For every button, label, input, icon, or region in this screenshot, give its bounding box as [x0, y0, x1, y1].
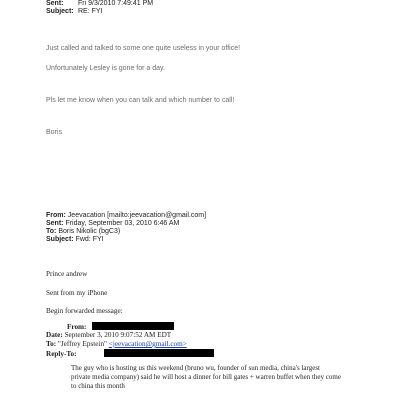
from-value: Jeevacation [mailto:jeevacation@gmail.com] [67, 212, 207, 219]
forwarded-date-row [46, 331, 171, 339]
sent-label: Sent: [46, 0, 64, 7]
to-name: "Jeffrey Epstein" [57, 340, 107, 348]
to-email-link[interactable]: <jeevacation@gmail.com> [108, 340, 187, 348]
email2-body-line: Prince andrew [46, 270, 88, 278]
date-value: September 3, 2010 9:07:52 AM EDT [64, 331, 172, 339]
subject-value: Fwd: FYI [75, 236, 104, 243]
email2-body-line: Sent from my iPhone [46, 289, 108, 297]
forwarded-body: The guy who is hosting us this weekend (bruno wu, founder of sun media, china's largest private media company) said he will host a dinner for bill gates + warren buffet when they come to china this month [71, 364, 341, 390]
sent-value: Friday, September 03, 2010 6:46 AM [65, 220, 180, 227]
email1-signature: Boris [46, 129, 62, 136]
date-label: Date: [46, 331, 63, 339]
forwarded-to-row [46, 340, 187, 348]
to-value: Boris Nikolic (bgC3) [58, 228, 121, 235]
subject-label: Subject: [46, 236, 74, 243]
email1-body-line: Unfortunately Lesley is gone for a day. [46, 65, 165, 72]
email1-body-line: Just called and talked to some one quite useless in your office! [46, 45, 241, 52]
redaction-box [104, 349, 214, 357]
to-label: To: [46, 228, 57, 235]
subject-value: RE: FYI [78, 8, 103, 15]
redaction-box [92, 322, 174, 330]
from-label: From: [67, 323, 87, 331]
from-label: From: [46, 212, 66, 219]
email2-subject-row [46, 236, 104, 244]
sent-label: Sent: [46, 220, 64, 227]
email1-body-line: Pls let me know when you can talk and which number to call! [46, 97, 235, 104]
email2-body-line: Begin forwarded message: [46, 307, 123, 315]
subject-label: Subject: [46, 8, 74, 15]
forwarded-from-row [67, 322, 174, 331]
email1-subject-row [46, 8, 103, 16]
forwarded-replyto-row [46, 349, 214, 358]
email2-sent-row [46, 220, 179, 228]
sent-value: Fri 9/3/2010 7:49:41 PM [78, 0, 154, 7]
email2-to-row [46, 228, 120, 236]
email1-sent-row [46, 0, 154, 8]
to-label: To: [46, 340, 57, 348]
email2-from-row [46, 212, 206, 220]
replyto-label: Reply-To: [46, 350, 77, 358]
